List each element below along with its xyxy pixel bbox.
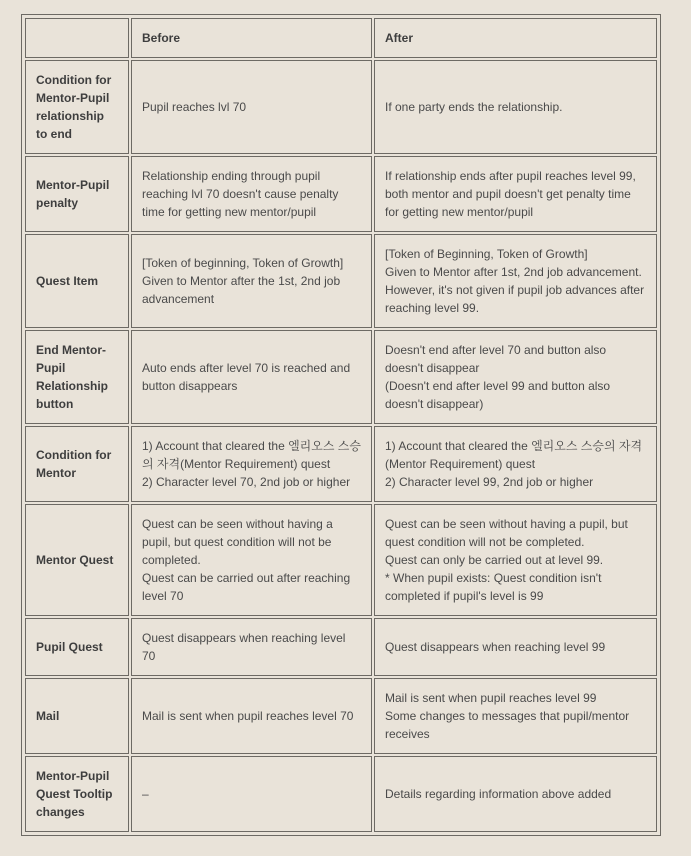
- row-label: Mail: [25, 678, 129, 754]
- after-text-line: Some changes to messages that pupil/mentor receives: [385, 709, 630, 741]
- table-row: [25, 156, 657, 232]
- after-text-line: Given to Mentor after 1st, 2nd job advancement.: [385, 265, 642, 279]
- comparison-table-frame: [21, 14, 661, 836]
- row-label: Condition for Mentor: [25, 426, 129, 502]
- after-text-line: Quest can be seen without having a pupil, but quest condition will not be completed.: [385, 517, 628, 549]
- cell-before: [131, 756, 372, 832]
- before-text-line: Auto ends after level 70 is reached and button disappears: [142, 361, 351, 393]
- table-header-row: [25, 18, 657, 58]
- before-text-line: 2) Character level 70, 2nd job or higher: [142, 475, 351, 489]
- row-label: Mentor-Pupil penalty: [25, 156, 129, 232]
- cell-after: [374, 60, 657, 154]
- table-row: [25, 678, 657, 754]
- cell-after: [374, 234, 657, 328]
- after-text-line: Details regarding information above added: [385, 787, 612, 801]
- after-text-line: (Doesn't end after level 99 and button also doesn't disappear): [385, 379, 611, 411]
- table-row: [25, 234, 657, 328]
- row-label: Pupil Quest: [25, 618, 129, 676]
- row-label: Condition for Mentor-Pupil relationship to end: [25, 60, 129, 154]
- cell-after: [374, 156, 657, 232]
- after-text-line: 2) Character level 99, 2nd job or higher: [385, 475, 594, 489]
- before-text-line: Quest disappears when reaching level 70: [142, 631, 346, 663]
- cell-after: [374, 504, 657, 616]
- after-text-line: 1) Account that cleared the 엘리오스 스승의 자격(Mentor Requirement) quest: [385, 439, 643, 471]
- before-text-line: [Token of beginning, Token of Growth]: [142, 256, 344, 270]
- cell-before: [131, 426, 372, 502]
- table-row: [25, 618, 657, 676]
- table-row: [25, 504, 657, 616]
- row-label: Mentor Quest: [25, 504, 129, 616]
- before-text-line: Mail is sent when pupil reaches level 70: [142, 709, 354, 723]
- cell-before: [131, 678, 372, 754]
- cell-before: [131, 234, 372, 328]
- before-text-line: Relationship ending through pupil reaching lvl 70 doesn't cause penalty time for getting new mentor/pupil: [142, 169, 339, 219]
- row-label: Mentor-Pupil Quest Tooltip changes: [25, 756, 129, 832]
- after-text-line: * When pupil exists: Quest condition isn't completed if pupil's level is 99: [385, 571, 602, 603]
- before-text-line: –: [142, 787, 149, 801]
- after-text-line: Mail is sent when pupil reaches level 99: [385, 691, 597, 705]
- cell-before: [131, 156, 372, 232]
- cell-after: [374, 426, 657, 502]
- row-label: Quest Item: [25, 234, 129, 328]
- table-body: [25, 60, 657, 832]
- after-text-line: [Token of Beginning, Token of Growth]: [385, 247, 588, 261]
- after-text-line: Quest can only be carried out at level 99.: [385, 553, 604, 567]
- after-text-line: Doesn't end after level 70 and button also doesn't disappear: [385, 343, 607, 375]
- cell-before: [131, 60, 372, 154]
- table-row: [25, 426, 657, 502]
- cell-before: [131, 504, 372, 616]
- before-text-line: 1) Account that cleared the 엘리오스 스승의 자격(Mentor Requirement) quest: [142, 439, 361, 471]
- cell-after: [374, 756, 657, 832]
- table-row: [25, 330, 657, 424]
- after-text-line: Quest disappears when reaching level 99: [385, 640, 606, 654]
- cell-before: [131, 618, 372, 676]
- before-text-line: Given to Mentor after the 1st, 2nd job advancement: [142, 274, 341, 306]
- cell-after: [374, 618, 657, 676]
- header-after: After: [374, 18, 657, 58]
- before-text-line: Quest can be carried out after reaching level 70: [142, 571, 351, 603]
- cell-after: [374, 678, 657, 754]
- before-text-line: Quest can be seen without having a pupil, but quest condition will not be completed.: [142, 517, 333, 567]
- after-text-line: If one party ends the relationship.: [385, 100, 563, 114]
- comparison-table: [23, 16, 659, 834]
- cell-before: [131, 330, 372, 424]
- after-text-line: If relationship ends after pupil reaches level 99, both mentor and pupil doesn't get penalty time for getting new mentor/pupil: [385, 169, 636, 219]
- header-corner-cell: [25, 18, 129, 58]
- before-text-line: Pupil reaches lvl 70: [142, 100, 247, 114]
- row-label: End Mentor-Pupil Relationship button: [25, 330, 129, 424]
- header-before: Before: [131, 18, 372, 58]
- after-text-line: However, it's not given if pupil job advances after reaching level 99.: [385, 283, 645, 315]
- cell-after: [374, 330, 657, 424]
- table-row: [25, 60, 657, 154]
- table-row: [25, 756, 657, 832]
